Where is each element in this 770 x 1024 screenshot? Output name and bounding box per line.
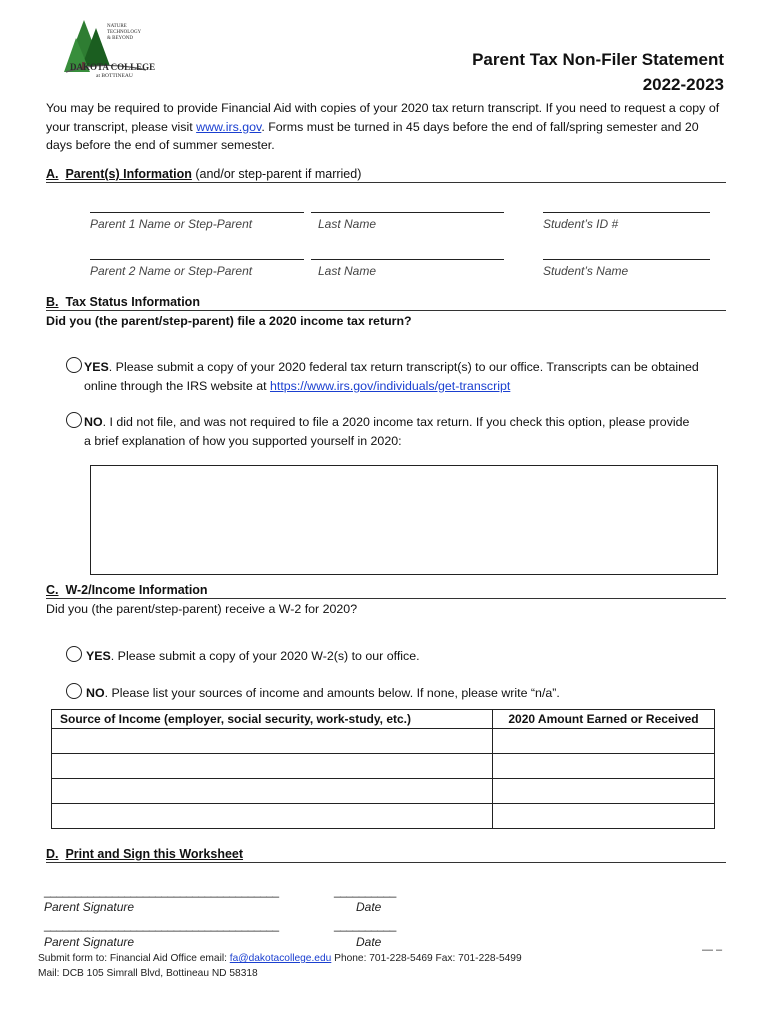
yes-text: online through the IRS website at: [84, 379, 270, 393]
income-table: [51, 709, 715, 829]
table-row: [52, 779, 715, 804]
intro-text: You may be required to provide Financial Aid with copies of your 2020 tax return transcript. If you need to request a copy of your transcript, please visit: [46, 101, 720, 134]
irs-transcript-link[interactable]: https://www.irs.gov/individuals/get-transcript: [269, 379, 511, 393]
parent-signature-2-label: Parent Signature: [44, 935, 135, 949]
footer-text: Submit form to: Financial Aid Office email:: [38, 953, 230, 964]
last-name-1-field[interactable]: [311, 212, 504, 213]
table-row: [52, 754, 715, 779]
logo-line: NATURE: [107, 24, 127, 29]
irs-link[interactable]: www.irs.gov: [196, 119, 262, 134]
parent2-name-field[interactable]: [90, 259, 304, 260]
intro-text: . Forms must be turned in 45 days before the end of fall/spring semester and 20 days before the end of summer semester.: [46, 119, 699, 152]
section-title: Parent(s) Information: [65, 167, 192, 181]
student-name-label: Student’s Name: [543, 264, 629, 278]
section-title: Tax Status Information: [65, 295, 200, 309]
no-label: NO: [86, 686, 105, 700]
section-letter: C.: [46, 583, 59, 597]
parent1-label: Parent 1 Name or Step-Parent: [90, 217, 253, 231]
no-text: . Please list your sources of income and amounts below. If none, please write “n/a”.: [104, 686, 560, 700]
logo-name: DAKOTA COLLEGE: [70, 62, 156, 72]
student-name-field[interactable]: [543, 259, 710, 260]
section-b-heading: [46, 294, 726, 311]
page-mark: — –: [702, 944, 723, 956]
section-letter: A.: [46, 167, 59, 181]
tax-yes-option: [84, 358, 699, 377]
tax-no-radio[interactable]: [66, 412, 82, 428]
tax-yes-option-line2: [84, 377, 510, 396]
footer-submit: [38, 953, 522, 964]
parent-signature-1-label: Parent Signature: [44, 900, 135, 914]
parent1-name-field[interactable]: [90, 212, 304, 213]
amount-header: 2020 Amount Earned or Received: [493, 710, 715, 729]
date-2-field[interactable]: __________: [334, 918, 396, 932]
section-c-heading: [46, 582, 726, 599]
date-2-label: Date: [356, 935, 382, 949]
section-title: W-2/Income Information: [65, 583, 208, 597]
source-cell[interactable]: [52, 779, 493, 804]
tax-return-question: Did you (the parent/step-parent) file a 2020 income tax return?: [46, 314, 412, 328]
date-1-label: Date: [356, 900, 382, 914]
no-label: NO: [84, 415, 103, 429]
page-year: 2022-2023: [642, 75, 724, 94]
page-title: Parent Tax Non-Filer Statement: [472, 50, 724, 69]
source-cell[interactable]: [52, 729, 493, 754]
section-letter: B.: [46, 295, 59, 309]
amount-cell[interactable]: [493, 804, 715, 829]
tax-no-option: [84, 413, 689, 432]
section-title: Print and Sign this Worksheet: [65, 847, 244, 861]
source-cell[interactable]: [52, 804, 493, 829]
last-name-2-label: Last Name: [318, 264, 377, 278]
logo-line: TECHNOLOGY: [107, 30, 142, 35]
college-logo: [62, 16, 156, 84]
amount-cell[interactable]: [493, 729, 715, 754]
section-letter: D.: [46, 847, 59, 861]
yes-label: YES: [84, 360, 109, 374]
w2-yes-option: [86, 647, 420, 666]
yes-label: YES: [86, 649, 111, 663]
logo-sub: at BOTTINEAU: [96, 73, 133, 79]
last-name-1-label: Last Name: [318, 217, 377, 231]
email-link[interactable]: fa@dakotacollege.edu: [229, 953, 332, 964]
no-text: . I did not file, and was not required to file a 2020 income tax return. If you check this option, please provide: [102, 415, 690, 429]
w2-no-option: [86, 684, 560, 703]
w2-no-radio[interactable]: [66, 683, 82, 699]
yes-text: . Please submit a copy of your 2020 W-2(s) to our office.: [110, 649, 420, 663]
table-row: [52, 729, 715, 754]
footer-text: Phone: 701-228-5469 Fax: 701-228-5499: [331, 953, 522, 964]
source-header: Source of Income (employer, social security, work-study, etc.): [52, 710, 493, 729]
section-note: (and/or step-parent if married): [191, 167, 362, 181]
w2-question: Did you (the parent/step-parent) receive a W-2 for 2020?: [46, 602, 358, 616]
last-name-2-field[interactable]: [311, 259, 504, 260]
yes-text: . Please submit a copy of your 2020 federal tax return transcript(s) to our office. Transcripts can be obtained: [108, 360, 699, 374]
table-header-row: [52, 710, 715, 729]
logo-line: & BEYOND: [107, 36, 133, 41]
date-1-field[interactable]: __________: [334, 884, 396, 898]
amount-cell[interactable]: [493, 754, 715, 779]
amount-cell[interactable]: [493, 779, 715, 804]
source-cell[interactable]: [52, 754, 493, 779]
student-id-label: Student’s ID #: [543, 217, 619, 231]
table-row: [52, 804, 715, 829]
explanation-textarea[interactable]: [90, 465, 718, 575]
tax-yes-radio[interactable]: [66, 357, 82, 373]
footer-mail: Mail: DCB 105 Simrall Blvd, Bottineau ND 58318: [38, 968, 258, 979]
parent2-label: Parent 2 Name or Step-Parent: [90, 264, 253, 278]
section-d-heading: [46, 846, 726, 863]
w2-yes-radio[interactable]: [66, 646, 82, 662]
tax-no-option-line2: a brief explanation of how you supported yourself in 2020:: [84, 434, 402, 448]
parent-signature-1-field[interactable]: ______________________________________: [44, 884, 279, 898]
intro-paragraph: [46, 99, 726, 155]
parent-signature-2-field[interactable]: ______________________________________: [44, 918, 279, 932]
section-a-heading: [46, 166, 726, 183]
student-id-field[interactable]: [543, 212, 710, 213]
